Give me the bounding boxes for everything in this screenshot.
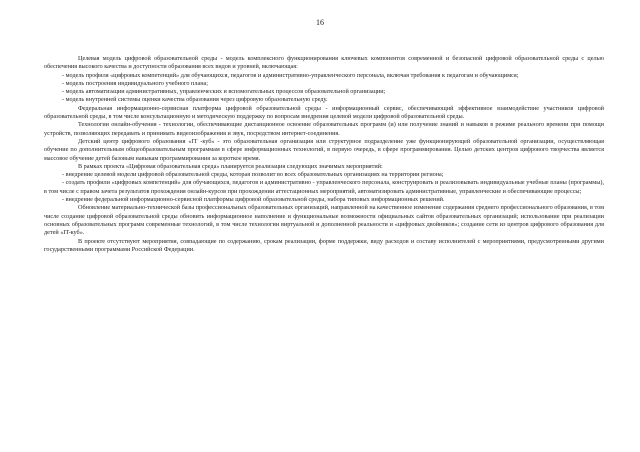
list-item: - модель внутренней системы оценки качества образования через цифровую образовательную среду.	[62, 96, 328, 104]
paragraph-no-overlap: В проекте отсутствуют мероприятия, совпадающие по содержанию, срокам реализации, форме поддержки, виду расходов и составу исполнителей с мероприятиями, предусмотренными другими государственными программами Российской Федерации.	[44, 237, 604, 253]
list-item: - внедрение федеральной информационно-сервисной платформы цифровой образовательной среды, набора типовых информационных решений.	[62, 196, 445, 204]
paragraph-it-cube: Детский центр цифрового образования «IT -куб» - это образовательная организация или структурное подразделение уже функционирующей образовательной организации, осуществляющая обучение по дополнительным общеобразовательным программам в сфере информационных технологий, в первую очередь, в сфере программирования. Целью детских центров цифрового творчества является массовое обучение детей базовым навыкам программирования за короткое время.	[44, 137, 604, 162]
paragraph-federal-platform: Федеральная информационно-сервисная платформа цифровой образовательной среды - информационный сервис, обеспечивающий эффективное взаимодействие участников цифровой образовательной среды, в том числе консультационную и методическую поддержку по вопросам внедрения целевой модели цифровой образовательной среды.	[44, 104, 604, 121]
list-item: - модель построения индивидуального учебного плана;	[62, 79, 208, 87]
paragraph-target-model: Целевая модель цифровой образовательной среды - модель комплексного функционирования ключевых компонентов современной и безопасной цифровой образовательной среды с целью обеспечения высокого качества и доступности образования всех видов и уровней, включающая:	[44, 55, 604, 71]
paragraph-project-measures: В рамках проекта «Цифровая образовательная среда» планируется реализация следующих значимых мероприятий:	[78, 162, 383, 170]
paragraph-material-base: Обновление материально-технической базы профессиональных образовательных организаций, направленной на качественное изменение содержания среднего профессионального образования, в том числе создание цифровой образовательной среды обновить информационное наполнение и функциональные возможности официальных сайтов образовательных организаций; использование при реализации основных образовательных программ современные технологий, в том числе технологии виртуальной и дополненной реальности и «цифровых двойников»; создание сети из центров цифрового образования для детей «IT-куб».	[44, 204, 604, 237]
list-item: - внедрение целевой модели цифровой образовательной среды, которая позволит во всех образовательных организациях на территории региона;	[62, 171, 444, 179]
list-item: - модель автоматизации административных, управленческих и вспомогательных процессов образовательной организации;	[62, 88, 386, 96]
list-item: - модель профиля «цифровых компетенций» для обучающихся, педагогов и административно-управленческого персонала, включая требования к педагогам и обучающимся;	[62, 71, 519, 79]
list-item: - создать профили «цифровых компетенций» для обучающихся, педагогов и административно - управленческого персонала, конструировать и реализовывать индивидуальные учебные планы (программы), в том числе с правом зачета результатов прохождения онлайн-курсов при прохождении аттестационных мероприятий, автоматизировать административные, управленческие и обеспечивающие процессы;	[44, 179, 604, 195]
page-number: 16	[316, 18, 324, 27]
paragraph-online-learning: Технологии онлайн-обучения - технологии, обеспечивающие дистанционное освоение образовательных программ (и) или получение знаний и навыков в режиме реального времени при помощи устройств, позволяющих передавать и принимать видеоизображения и звук, посредством интернет-соединения.	[44, 121, 604, 137]
document-body	[44, 55, 604, 254]
